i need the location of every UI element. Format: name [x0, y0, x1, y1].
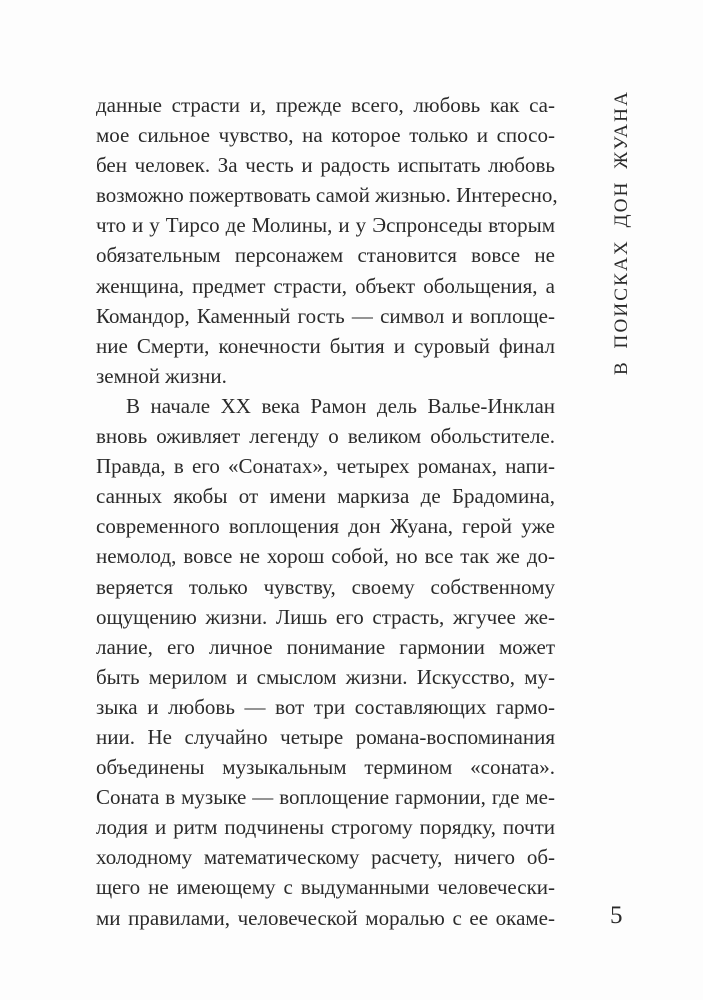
text-line: веряется только чувству, своему собственному	[96, 574, 555, 599]
text-line: современного воплощения дон Жуана, герой уже	[96, 514, 555, 539]
text-line: лание, его личное понимание гармонии может	[96, 634, 555, 659]
text-line: объединены музыкальным термином «соната».	[96, 755, 555, 780]
text-line: данные страсти и, прежде всего, любовь как са-	[96, 93, 555, 117]
text-line: Соната в музыке — воплощение гармонии, где ме-	[96, 785, 555, 810]
text-line: вновь оживляет легенду о великом обольстителе.	[96, 424, 555, 449]
text-line: нии. Не случайно четыре романа-воспоминания	[96, 724, 555, 749]
text-line: немолод, вовсе не хорош собой, но все так же до-	[96, 544, 555, 569]
text-line: быть мерилом и смыслом жизни. Искусство, му-	[96, 664, 555, 689]
body-text	[96, 90, 558, 933]
text-line: ми правилами, человеческой моралью с ее окаме-	[96, 905, 555, 930]
text-line: ние Смерти, конечности бытия и суровый финал	[96, 333, 555, 358]
text-line: женщина, предмет страсти, объект обольщения, а	[96, 273, 555, 298]
text-line: санных якобы от имени маркиза де Брадомина,	[96, 484, 555, 509]
text-line: мое сильное чувство, на которое только и спосо-	[96, 123, 555, 148]
text-line: возможно пожертвовать самой жизнью. Интересно,	[96, 183, 558, 208]
text-line: земной жизни.	[96, 363, 227, 388]
text-line: холодному математическому расчету, ничего об-	[96, 845, 555, 870]
text-line: щего не имеющему с выдуманными человечески-	[96, 875, 555, 900]
paragraph-first-line: В начале XX века Рамон дель Валье-Инклан	[126, 393, 555, 418]
text-line: Командор, Каменный гость — символ и воплоще-	[96, 303, 555, 328]
text-line: бен человек. За честь и радость испытать любовь	[96, 153, 555, 178]
text-line: зыка и любовь — вот три составляющих гармо-	[96, 694, 555, 719]
page-number: 5	[610, 902, 623, 929]
text-line: лодия и ритм подчинены строгому порядку, почти	[96, 815, 555, 840]
text-line: Правда, в его «Сонатах», четырех романах, напи-	[96, 454, 555, 479]
running-head: В ПОИСКАХ ДОН ЖУАНА	[611, 90, 632, 375]
text-line: что и у Тирсо де Молины, и у Эспронседы вторым	[96, 213, 555, 238]
text-line: ощущению жизни. Лишь его страсть, жгучее же-	[96, 604, 555, 629]
text-line: обязательным персонажем становится вовсе не	[96, 243, 555, 268]
